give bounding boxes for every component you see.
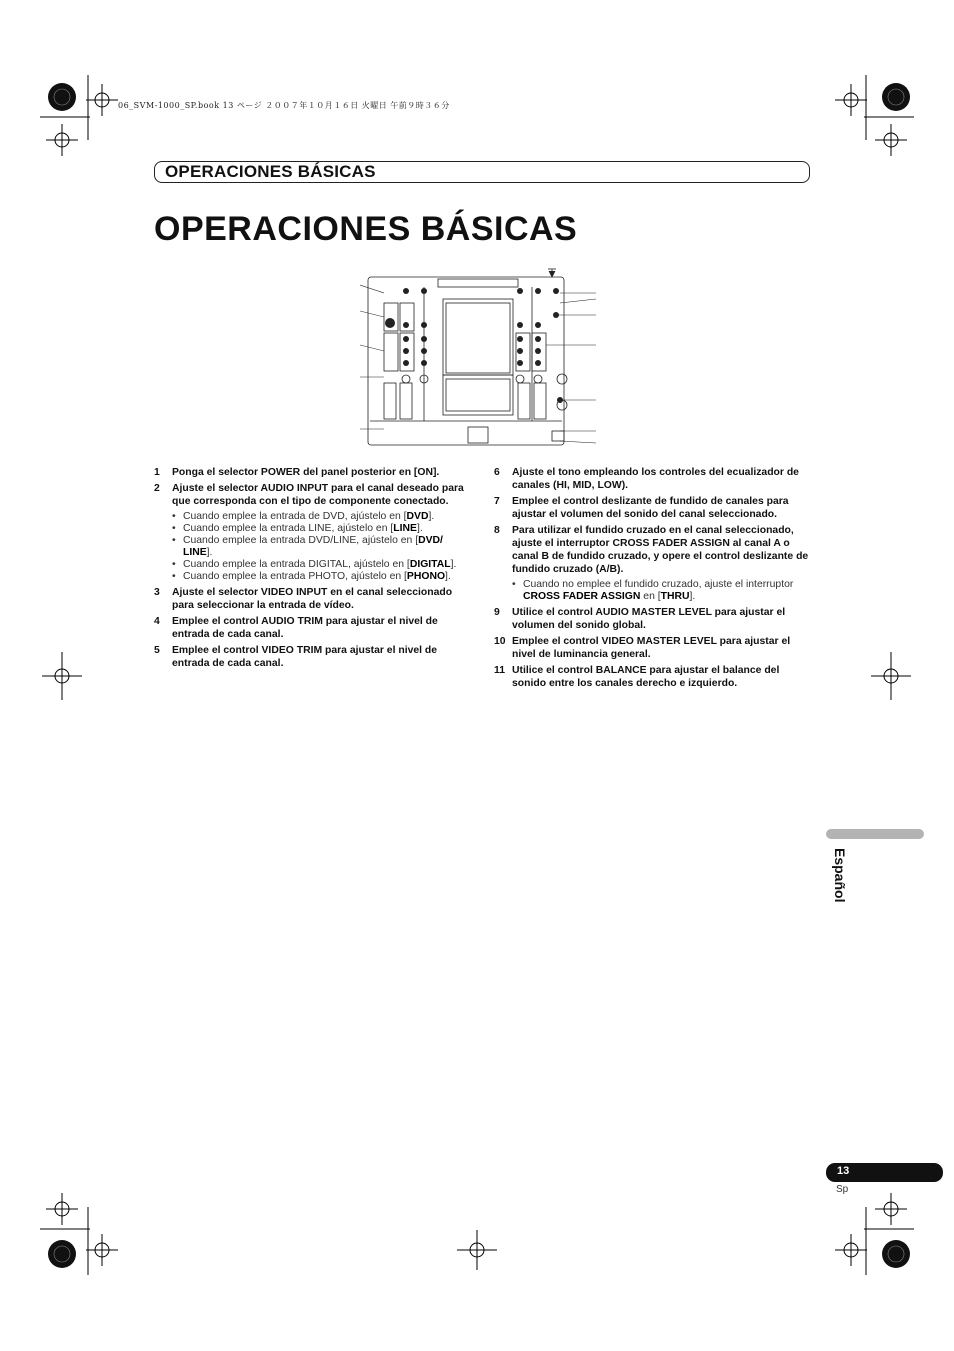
step-6: 6 Ajuste el tono empleando los controles del ecualizador de canales (HI, MID, LOW). [494, 467, 799, 491]
step-2: 2 Ajuste el selector AUDIO INPUT para el canal deseado para que corresponda con el tipo de componente conectado. [154, 483, 464, 507]
language-label: Español [832, 848, 848, 903]
file-info: 06_SVM-1000_SP.book 13 ページ ２００７年１０月１６日 火曜日 午前９時３６分 [118, 101, 450, 110]
list-item: • Cuando emplee la entrada PHOTO, ajústelo en [PHONO]. [172, 571, 474, 583]
right-column [494, 466, 814, 693]
section-tab [154, 161, 810, 183]
list-item: • Cuando emplee la entrada LINE, ajústelo en [LINE]. [172, 523, 474, 535]
mixer-panel-diagram [360, 255, 600, 455]
step-5: 5 Emplee el control VIDEO TRIM para ajustar el nivel de entrada de cada canal. [154, 645, 438, 669]
list-item: • Cuando emplee la entrada DVD/LINE, ajústelo en [DVD/ LINE]. [172, 535, 474, 559]
section-tab-label: OPERACIONES BÁSICAS [165, 162, 376, 181]
left-column [154, 466, 474, 673]
list-item: • Cuando emplee la entrada DIGITAL, ajústelo en [DIGITAL]. [172, 559, 474, 571]
step-4: 4 Emplee el control AUDIO TRIM para ajustar el nivel de entrada de cada canal. [154, 616, 438, 640]
step-10: 10 Emplee el control VIDEO MASTER LEVEL para ajustar el nivel de luminancia general. [494, 636, 791, 660]
step-2-bullets [172, 511, 474, 583]
step-7: 7 Emplee el control deslizante de fundido de canales para ajustar el volumen del sonido del canal seleccionado. [494, 496, 789, 520]
page-number: 13 [837, 1165, 850, 1177]
step-9: 9 Utilice el control AUDIO MASTER LEVEL para ajustar el volumen del sonido global. [494, 607, 786, 631]
page-number-pill [826, 1163, 943, 1182]
page-title: OPERACIONES BÁSICAS [154, 210, 578, 248]
language-tab-bar [826, 829, 924, 839]
step-1: 1 Ponga el selector POWER del panel posterior en [ON]. [154, 467, 440, 478]
step-8: 8 Para utilizar el fundido cruzado en el canal seleccionado, ajuste el interruptor CROSS FADER ASSIGN al canal A o canal B de fundido cruzado, y opere el control deslizante de fundido cruzado (A/B). [494, 525, 809, 575]
page-language-code: Sp [836, 1184, 849, 1195]
step-3: 3 Ajuste el selector VIDEO INPUT en el canal seleccionado para seleccionar la entrada de vídeo. [154, 587, 453, 611]
list-item: • Cuando no emplee el fundido cruzado, ajuste el interruptor CROSS FADER ASSIGN en [THRU]. [512, 579, 814, 603]
list-item: • Cuando emplee la entrada de DVD, ajústelo en [DVD]. [172, 511, 474, 523]
step-11: 11 Utilice el control BALANCE para ajustar el balance del sonido entre los canales derecho e izquierdo. [494, 665, 780, 689]
step-8-bullets [512, 579, 814, 603]
